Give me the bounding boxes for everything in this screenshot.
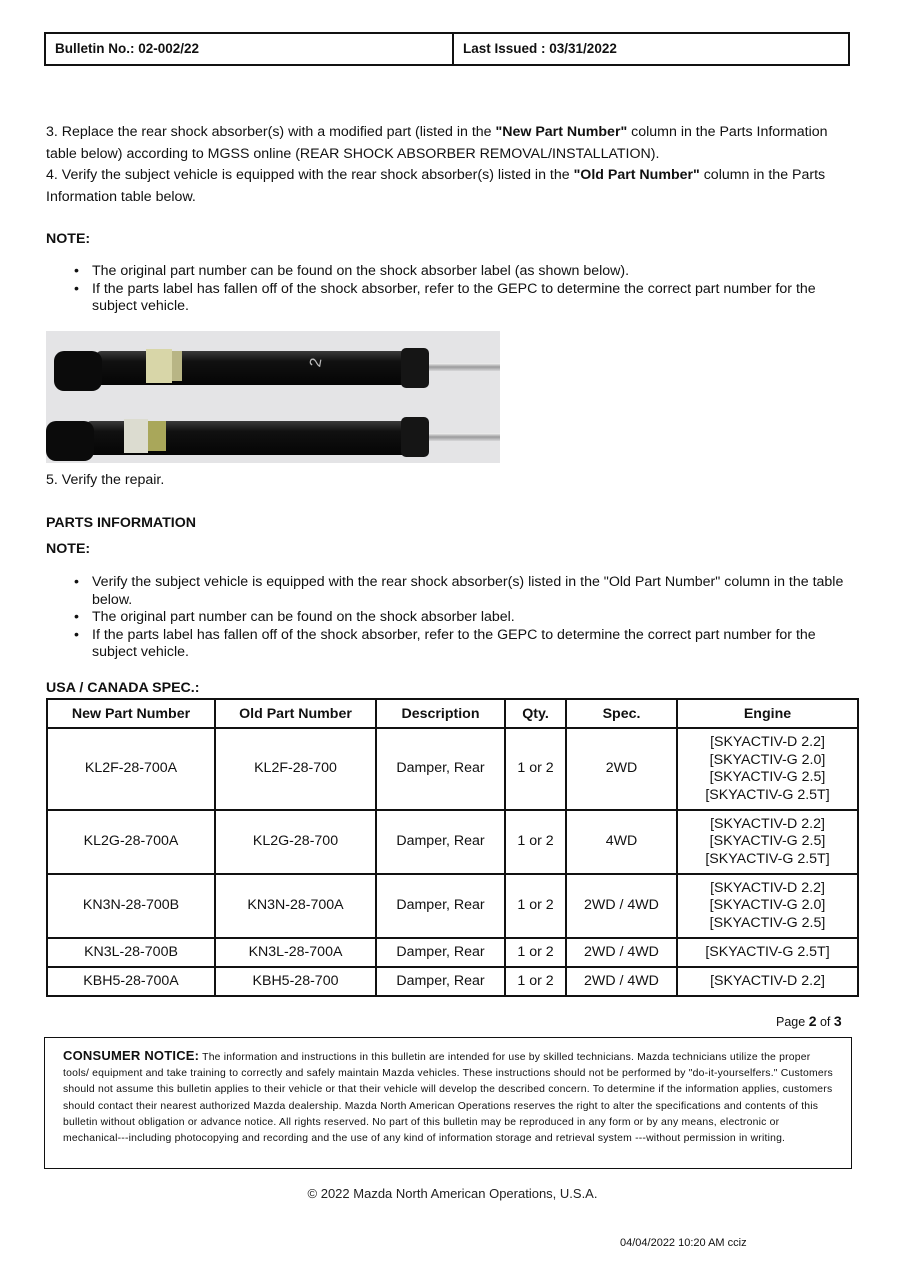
page-indicator <box>776 1013 842 1029</box>
qty: 1 or 2 <box>505 810 566 874</box>
table-row <box>47 938 858 967</box>
spec: 4WD <box>566 810 677 874</box>
spec-heading: USA / CANADA SPEC.: <box>46 680 200 696</box>
engine-line: [SKYACTIV-G 2.5T] <box>705 943 830 960</box>
upper-eye-mount <box>54 351 102 391</box>
step-4 <box>46 165 856 208</box>
new-part-number: KBH5-28-700A <box>47 967 215 996</box>
description: Damper, Rear <box>376 874 505 938</box>
table-row <box>47 728 858 810</box>
old-part-number: KL2F-28-700 <box>215 728 376 810</box>
bulletin-header <box>44 32 850 66</box>
bulletin-number: Bulletin No.: 02-002/22 <box>46 34 454 64</box>
shock-absorber-photo <box>46 331 500 463</box>
col-engine: Engine <box>677 699 858 728</box>
engine-line: [SKYACTIV-G 2.5] <box>709 769 826 785</box>
engine-line: [SKYACTIV-G 2.5] <box>709 914 826 931</box>
engine-line: [SKYACTIV-G 2.5T] <box>705 786 830 803</box>
upper-label-band <box>172 351 182 381</box>
engine <box>677 728 858 810</box>
engine <box>677 938 858 967</box>
lower-piston-rod <box>426 433 500 441</box>
handwritten-mark: 2 <box>307 356 326 369</box>
qty: 1 or 2 <box>505 728 566 810</box>
engine-line: [SKYACTIV-G 2.0] <box>709 751 826 768</box>
step-4-text-a: 4. Verify the subject vehicle is equipped with the rear shock absorber(s) listed in the <box>46 167 574 183</box>
note-heading: NOTE: <box>46 231 91 247</box>
engine-line: [SKYACTIV-G 2.5] <box>709 833 826 850</box>
old-part-number: KL2G-28-700 <box>215 810 376 874</box>
upper-shock-body <box>96 351 406 385</box>
step-3-bold: "New Part Number" <box>495 124 628 140</box>
note-item: • If the parts label has fallen off of the shock absorber, refer to the GEPC to determine the correct part number for the subject vehicle. <box>46 281 856 316</box>
lower-part-label <box>124 419 148 453</box>
engine-line: [SKYACTIV-D 2.2] <box>710 879 825 896</box>
shock-absorbers-illustration <box>46 331 500 463</box>
new-part-number: KN3L-28-700B <box>47 938 215 967</box>
page-current: 2 <box>808 1013 817 1029</box>
upper-piston-rod <box>426 363 500 371</box>
spec: 2WD / 4WD <box>566 938 677 967</box>
description: Damper, Rear <box>376 938 505 967</box>
note-item: • The original part number can be found on the shock absorber label (as shown below). <box>46 263 856 281</box>
description: Damper, Rear <box>376 728 505 810</box>
qty: 1 or 2 <box>505 967 566 996</box>
description: Damper, Rear <box>376 967 505 996</box>
engine <box>677 874 858 938</box>
table-row <box>47 967 858 996</box>
new-part-number: KL2G-28-700A <box>47 810 215 874</box>
last-issued: Last Issued : 03/31/2022 <box>463 41 617 56</box>
step-3 <box>46 122 856 165</box>
parts-note-item: • The original part number can be found on the shock absorber label. <box>46 609 856 627</box>
description: Damper, Rear <box>376 810 505 874</box>
page-total: 3 <box>833 1013 842 1029</box>
parts-note-list <box>46 574 856 662</box>
page-label: Page <box>776 1015 806 1029</box>
col-qty: Qty. <box>505 699 566 728</box>
parts-information-heading: PARTS INFORMATION <box>46 515 197 531</box>
parts-note-heading: NOTE: <box>46 541 91 557</box>
new-part-number: KN3N-28-700B <box>47 874 215 938</box>
parts-note-item: • If the parts label has fallen off of the shock absorber, refer to the GEPC to determine the correct part number for the subject vehicle. <box>46 627 856 662</box>
step-4-text-b: column in the Parts Information table below. <box>46 167 826 205</box>
consumer-notice <box>44 1037 852 1169</box>
parts-note-item: • Verify the subject vehicle is equipped with the rear shock absorber(s) listed in the "Old Part Number" column in the table below. <box>46 574 856 609</box>
col-description: Description <box>376 699 505 728</box>
engine <box>677 967 858 996</box>
table-row <box>47 810 858 874</box>
step-5: 5. Verify the repair. <box>46 472 165 488</box>
lower-eye-mount <box>46 421 94 461</box>
step-3-text-a: 3. Replace the rear shock absorber(s) with a modified part (listed in the <box>46 124 496 140</box>
print-timestamp: 04/04/2022 10:20 AM cciz <box>620 1237 747 1249</box>
consumer-notice-lead: CONSUMER NOTICE: <box>63 1048 200 1063</box>
engine-line: [SKYACTIV-D 2.2] <box>710 972 825 989</box>
lower-top-cap <box>401 417 429 457</box>
old-part-number: KN3N-28-700A <box>215 874 376 938</box>
spec: 2WD <box>566 728 677 810</box>
copyright: © 2022 Mazda North American Operations, U.S.A. <box>307 1186 598 1201</box>
old-part-number: KN3L-28-700A <box>215 938 376 967</box>
note-list <box>46 263 856 316</box>
upper-part-label <box>146 349 172 383</box>
engine-line: [SKYACTIV-D 2.2] <box>710 734 825 750</box>
new-part-number: KL2F-28-700A <box>47 728 215 810</box>
consumer-notice-text: The information and instructions in this bulletin are intended for use by skilled technicians. Mazda technicians utilize the proper tools/ equipment and take training to correctly and safely maintain Mazda vehicles. These instructions should not be performed by "do-it-yourselfers." Customers should not assume this bulletin applies to their vehicle or that their vehicle will develop the described concern. To determine if the information applies, customers should contact their nearest authorized Mazda dealership. Mazda North American Operations reserves the right to alter the specifications and contents of this bulletin without obligation or advance notice. All rights reserved. No part of this bulletin may be reproduced in any form or by any means, electronic or mechanical---including photocopying and recording and the use of any kind of information storage and retrieval system ---without permission in writing. <box>63 1052 833 1145</box>
col-spec: Spec. <box>566 699 677 728</box>
qty: 1 or 2 <box>505 874 566 938</box>
step-3-text-b: column in the Parts Information table below) according to MGSS online (REAR SHOCK ABSORBER REMOVAL/INSTALLATION). <box>46 124 828 162</box>
table-header-row <box>47 699 858 728</box>
col-old-part-number: Old Part Number <box>215 699 376 728</box>
spec: 2WD / 4WD <box>566 874 677 938</box>
upper-top-cap <box>401 348 429 388</box>
engine-line: [SKYACTIV-G 2.5T] <box>705 850 830 867</box>
engine-line: [SKYACTIV-D 2.2] <box>710 815 825 832</box>
lower-label-band <box>148 421 166 451</box>
table-row <box>47 874 858 938</box>
engine <box>677 810 858 874</box>
qty: 1 or 2 <box>505 938 566 967</box>
old-part-number: KBH5-28-700 <box>215 967 376 996</box>
steps-3-4 <box>46 122 856 208</box>
col-new-part-number: New Part Number <box>47 699 215 728</box>
page-of: of <box>819 1015 831 1029</box>
engine-line: [SKYACTIV-G 2.0] <box>709 897 826 914</box>
step-4-bold: "Old Part Number" <box>573 167 700 183</box>
spec: 2WD / 4WD <box>566 967 677 996</box>
parts-table <box>46 698 859 997</box>
